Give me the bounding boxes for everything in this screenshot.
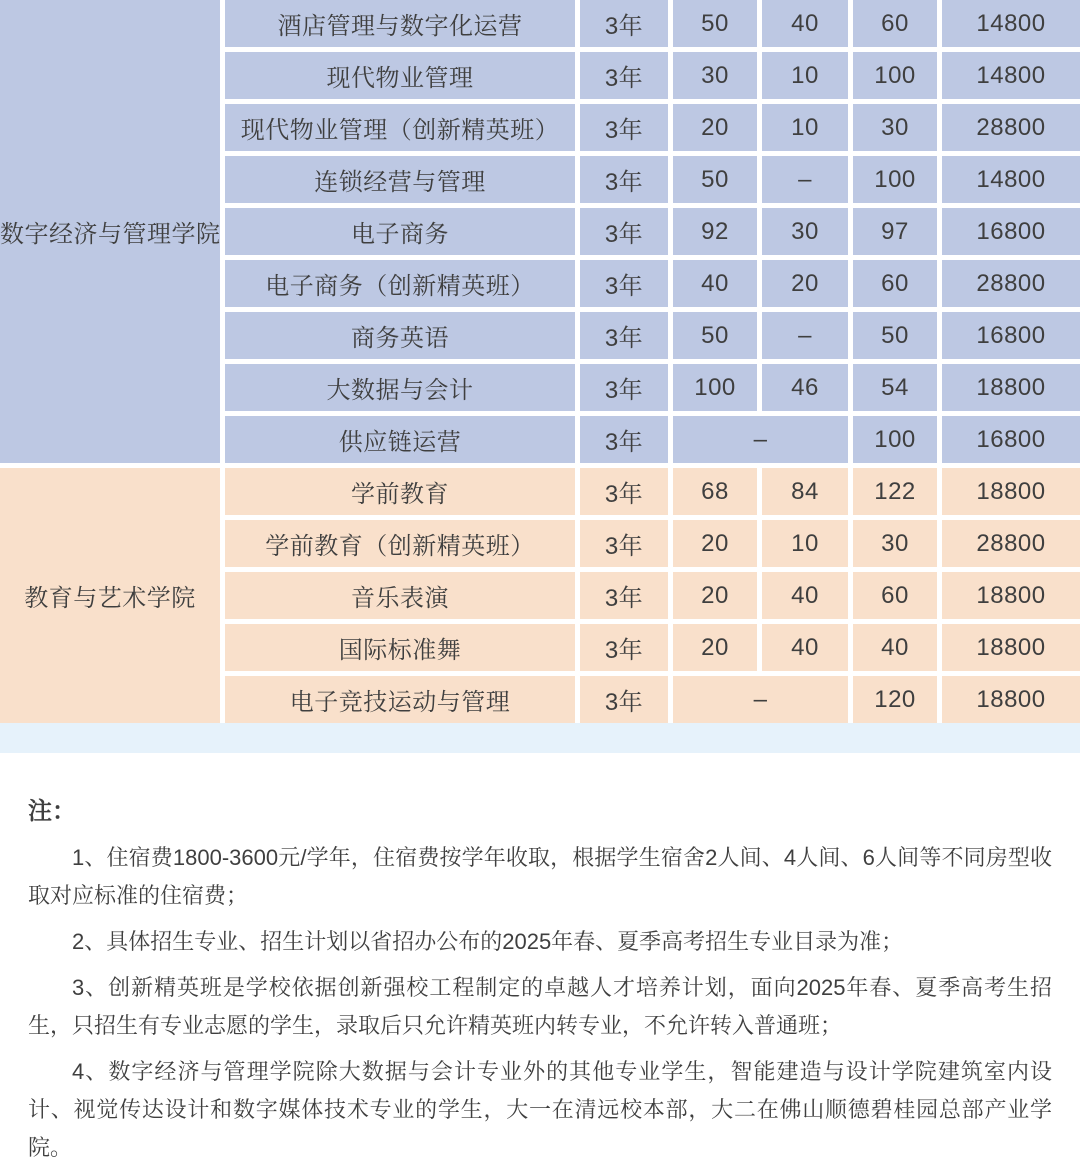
plan-cell: 60 — [853, 260, 937, 307]
fee-cell: 28800 — [942, 260, 1080, 307]
notes-section — [0, 797, 1080, 1167]
fee-cell: 18800 — [942, 624, 1080, 671]
plan-cell: 40 — [673, 260, 757, 307]
duration-cell: 3年 — [580, 572, 668, 619]
fee-cell: 18800 — [942, 364, 1080, 411]
duration-cell: 3年 — [580, 520, 668, 567]
fee-cell: 28800 — [942, 520, 1080, 567]
note-item: 1、住宿费1800-3600元/学年，住宿费按学年收取，根据学生宿舍2人间、4人间、6人间等不同房型收取对应标准的住宿费； — [28, 845, 1052, 908]
fee-cell: 16800 — [942, 208, 1080, 255]
college-section-education-arts — [0, 468, 1080, 723]
plan-cell: 122 — [853, 468, 937, 515]
major-cell: 学前教育 — [225, 468, 575, 515]
plan-cell: 40 — [762, 624, 848, 671]
plan-cell: 84 — [762, 468, 848, 515]
duration-cell: 3年 — [580, 104, 668, 151]
plan-cell: 10 — [762, 520, 848, 567]
plan-cell: 46 — [762, 364, 848, 411]
plan-cell: 10 — [762, 104, 848, 151]
plan-cell: 100 — [853, 416, 937, 463]
plan-cell: 68 — [673, 468, 757, 515]
plan-cell: 10 — [762, 52, 848, 99]
major-cell: 音乐表演 — [225, 572, 575, 619]
duration-cell: 3年 — [580, 416, 668, 463]
duration-cell: 3年 — [580, 208, 668, 255]
major-cell: 现代物业管理 — [225, 52, 575, 99]
major-cell: 酒店管理与数字化运营 — [225, 0, 575, 47]
major-cell: 学前教育（创新精英班） — [225, 520, 575, 567]
merged-dash-cell: – — [673, 416, 848, 463]
duration-cell: 3年 — [580, 260, 668, 307]
major-cell: 电子竞技运动与管理 — [225, 676, 575, 723]
duration-cell: 3年 — [580, 0, 668, 47]
duration-cell: 3年 — [580, 156, 668, 203]
plan-cell: 60 — [853, 0, 937, 47]
duration-cell: 3年 — [580, 52, 668, 99]
plan-cell: 30 — [853, 520, 937, 567]
fee-cell: 18800 — [942, 676, 1080, 723]
plan-cell: 54 — [853, 364, 937, 411]
plan-cell: – — [762, 312, 848, 359]
plan-cell: 120 — [853, 676, 937, 723]
major-cell: 国际标准舞 — [225, 624, 575, 671]
duration-cell: 3年 — [580, 624, 668, 671]
plan-cell: 40 — [853, 624, 937, 671]
fee-cell: 14800 — [942, 0, 1080, 47]
college-name-cell: 数字经济与管理学院 — [0, 0, 220, 463]
plan-cell: 20 — [673, 520, 757, 567]
merged-dash-cell: – — [673, 676, 848, 723]
plan-cell: 50 — [673, 0, 757, 47]
note-item: 3、创新精英班是学校依据创新强校工程制定的卓越人才培养计划，面向2025年春、夏季高考生招生，只招生有专业志愿的学生，录取后只允许精英班内转专业，不允许转入普通班； — [28, 975, 1052, 1038]
table-row — [0, 0, 1080, 47]
major-cell: 电子商务（创新精英班） — [225, 260, 575, 307]
fee-cell: 18800 — [942, 572, 1080, 619]
note-item: 4、数字经济与管理学院除大数据与会计专业外的其他专业学生，智能建造与设计学院建筑室内设计、视觉传达设计和数字媒体技术专业的学生，大一在清远校本部，大二在佛山顺德碧桂园总部产业学院。 — [28, 1059, 1052, 1160]
plan-cell: 20 — [673, 624, 757, 671]
college-name-cell: 教育与艺术学院 — [0, 468, 220, 723]
fee-cell: 16800 — [942, 312, 1080, 359]
duration-cell: 3年 — [580, 676, 668, 723]
plan-cell: 50 — [673, 156, 757, 203]
duration-cell: 3年 — [580, 364, 668, 411]
plan-cell: 20 — [762, 260, 848, 307]
fee-cell: 16800 — [942, 416, 1080, 463]
table-row — [0, 468, 1080, 515]
plan-cell: 40 — [762, 572, 848, 619]
plan-cell: 100 — [673, 364, 757, 411]
note-item: 2、具体招生专业、招生计划以省招办公布的2025年春、夏季高考招生专业目录为准； — [72, 929, 904, 954]
fee-cell: 18800 — [942, 468, 1080, 515]
duration-cell: 3年 — [580, 468, 668, 515]
plan-cell: 50 — [673, 312, 757, 359]
plan-cell: 30 — [853, 104, 937, 151]
major-cell: 供应链运营 — [225, 416, 575, 463]
major-cell: 电子商务 — [225, 208, 575, 255]
plan-cell: 50 — [853, 312, 937, 359]
major-cell: 商务英语 — [225, 312, 575, 359]
duration-cell: 3年 — [580, 312, 668, 359]
plan-cell: 20 — [673, 572, 757, 619]
fee-cell: 14800 — [942, 52, 1080, 99]
fee-cell: 28800 — [942, 104, 1080, 151]
college-section-digital-economy — [0, 0, 1080, 463]
plan-cell: 30 — [673, 52, 757, 99]
fee-cell: 14800 — [942, 156, 1080, 203]
divider-band — [0, 723, 1080, 753]
plan-cell: 100 — [853, 52, 937, 99]
major-cell: 现代物业管理（创新精英班） — [225, 104, 575, 151]
notes-label: 注： — [28, 798, 76, 825]
plan-cell: 30 — [762, 208, 848, 255]
plan-cell: 92 — [673, 208, 757, 255]
major-cell: 大数据与会计 — [225, 364, 575, 411]
plan-cell: 20 — [673, 104, 757, 151]
plan-cell: 97 — [853, 208, 937, 255]
plan-cell: 40 — [762, 0, 848, 47]
plan-cell: 100 — [853, 156, 937, 203]
plan-cell: – — [762, 156, 848, 203]
major-cell: 连锁经营与管理 — [225, 156, 575, 203]
plan-cell: 60 — [853, 572, 937, 619]
